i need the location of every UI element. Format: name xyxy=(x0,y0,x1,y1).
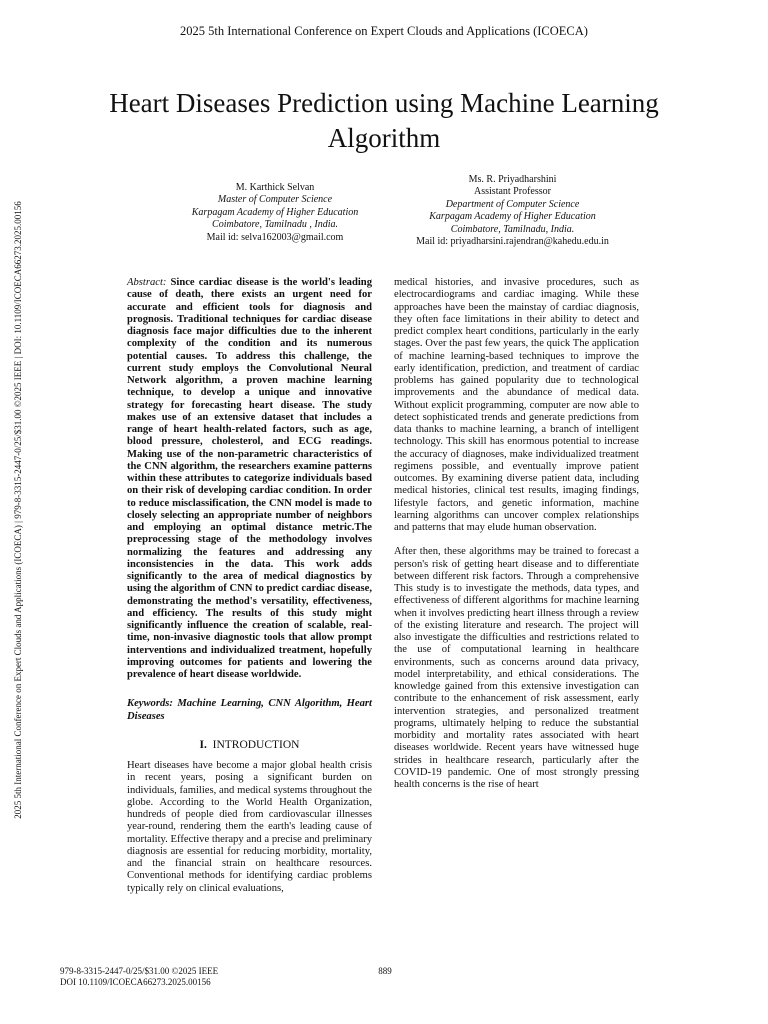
author-block-left xyxy=(150,182,400,244)
body-paragraph-1: medical histories, and invasive procedures, such as electrocardiograms and cardiac imaging. While these approaches have been the mainstay of cardiac diagnosis, they often face limitations in their ability to detect and predict complex heart conditions, particularly in the early stages. Over the past few years, the quick The application of machine learning-based techniques to improve the early identification, prediction, and treatment of cardiac problems has gained popularity due to technological improvements and the abundance of medical data. Without explicit programming, computer are now able to detect sophisticated trends and generate predictions from data thanks to machine learning, a branch of intelligent technology. This skill has enormous potential to increase the accuracy of diagnoses, make individualized treatment regimens possible, and eventually improve patient outcomes. By examining diverse patient data, including medical histories, clinical test results, imaging findings, lifestyle factors, and genetic information, machine learning algorithms can uncover complex relationships and patterns that may elude human observation. xyxy=(394,277,639,533)
right-column xyxy=(394,277,639,791)
footer-copyright xyxy=(60,966,218,988)
author-name: Ms. R. Priyadharshini xyxy=(468,174,557,185)
footer-isbn: 979-8-3315-2447-0/25/$31.00 ©2025 IEEE xyxy=(60,966,219,976)
author-email: Mail id: priyadharsini.rajendran@kahedu.edu.in xyxy=(416,236,609,248)
intro-paragraph: Heart diseases have become a major global health crisis in recent years, posing a significant burden on individuals, families, and medical systems throughout the globe. According to the World Health Organization, hundreds of people died from cardiovascular illnesses year-round, rendering them the earth's leading cause of mortality. Effective therapy and a precise and preliminary diagnosis are essential for reducing morbidity, mortality, and the financial strain on healthcare resources. Conventional methods for identifying cardiac problems typically rely on clinical evaluations, xyxy=(127,760,372,894)
author-affiliation: Karpagam Academy of Higher Education xyxy=(191,206,359,218)
conference-header: 2025 5th International Conference on Expert Clouds and Applications (ICOECA) xyxy=(180,24,588,38)
author-email: Mail id: selva162003@gmail.com xyxy=(206,231,344,243)
author-name: M. Karthick Selvan xyxy=(235,182,315,193)
author-role: Master of Computer Science xyxy=(217,194,333,206)
section-title: INTRODUCTION xyxy=(212,738,300,751)
section-number: I. xyxy=(199,738,207,751)
page-number: 889 xyxy=(378,966,392,976)
author-location: Coimbatore, Tamilnadu , India. xyxy=(212,219,338,231)
abstract xyxy=(127,277,372,681)
sidebar-citation-text: 2025 5th International Conference on Expert Clouds and Applications (ICOECA) | 979-8-3315-2447-0/25/$31.00 ©2025 IEEE | DOI: 10.1109/ICOECA66273.2025.00156 xyxy=(13,201,23,819)
abstract-text: Since cardiac disease is the world's leading cause of death, there exists an urgent need for accurate and efficient tools for diagnosis and prognosis. Traditional techniques for cardiac disease diagnosis face major difficulties due to the inherent complexity of the condition and its numerous potential causes. To address this challenge, the current study employs the Convolutional Neural Network algorithm, a proven machine learning technique, to develop a unique and innovative strategy for forecasting heart disease. The study makes use of an extensive dataset that includes a range of heart health-related factors, such as age, blood pressure, cholesterol, and ECG readings. Making use of the non-parametric characteristics of the CNN algorithm, the researchers examine patterns within these attributes to categorize individuals based on their risk of developing cardiac condition. In order to reduce misclassification, the CNN model is made to closely selecting an appropriate number of neighbors and employing an optimal distance metric.The preprocessing stage of the methodology involves normalizing the features and addressing any inconsistencies in the data. This work adds significantly to the area of medical diagnostics by using the algorithm of CNN to predict cardiac disease, demonstrating the method's versatility, effectiveness, and efficiency. The results of this study might significantly influence the creation of scalable, real-time, non-invasive diagnostic tools that allow prompt interventions and individualized treatment, hopefully improving outcomes for patients and lowering the prevalence of heart disease worldwide. xyxy=(127,277,372,680)
author-block-right xyxy=(390,174,635,248)
paper-title: Heart Diseases Prediction using Machine Learning Algorithm xyxy=(109,88,659,153)
left-column xyxy=(127,277,372,895)
author-role: Assistant Professor xyxy=(474,186,551,198)
body-paragraph-2: After then, these algorithms may be trained to forecast a person's risk of getting heart disease and to differentiate between different risk factors. Through a comprehensive This study is to investigate the methods, data types, and effectiveness of different algorithms for machine learning when it involves predicting heart illness through a review of the existing literature and research. The project will also investigate the difficulties and restrictions related to the use of computational learning in healthcare environments, such as concerns around data privacy, model interpretability, and ethical considerations. The knowledge gained from this extensive investigation can contribute to the enhancement of risk assessment, early intervention strategies, and personalized treatment programs, ultimately helping to reduce the substantial morbidity and mortality rates associated with heart diseases worldwide. Recent years have witnessed huge strides in healthcare research, particularly after the COVID-19 pandemic. One of most strongly pressing health concerns is the rise of heart xyxy=(394,546,639,790)
footer-doi: DOI 10.1109/ICOECA66273.2025.00156 xyxy=(60,977,211,987)
author-affiliation: Karpagam Academy of Higher Education xyxy=(429,211,596,223)
abstract-label: Abstract: xyxy=(127,277,167,288)
section-heading xyxy=(127,739,372,751)
keywords: Keywords: Machine Learning, CNN Algorithm, Heart Diseases xyxy=(127,698,372,722)
author-location: Coimbatore, Tamilnadu, India. xyxy=(450,223,575,235)
author-department: Department of Computer Science xyxy=(445,198,580,210)
